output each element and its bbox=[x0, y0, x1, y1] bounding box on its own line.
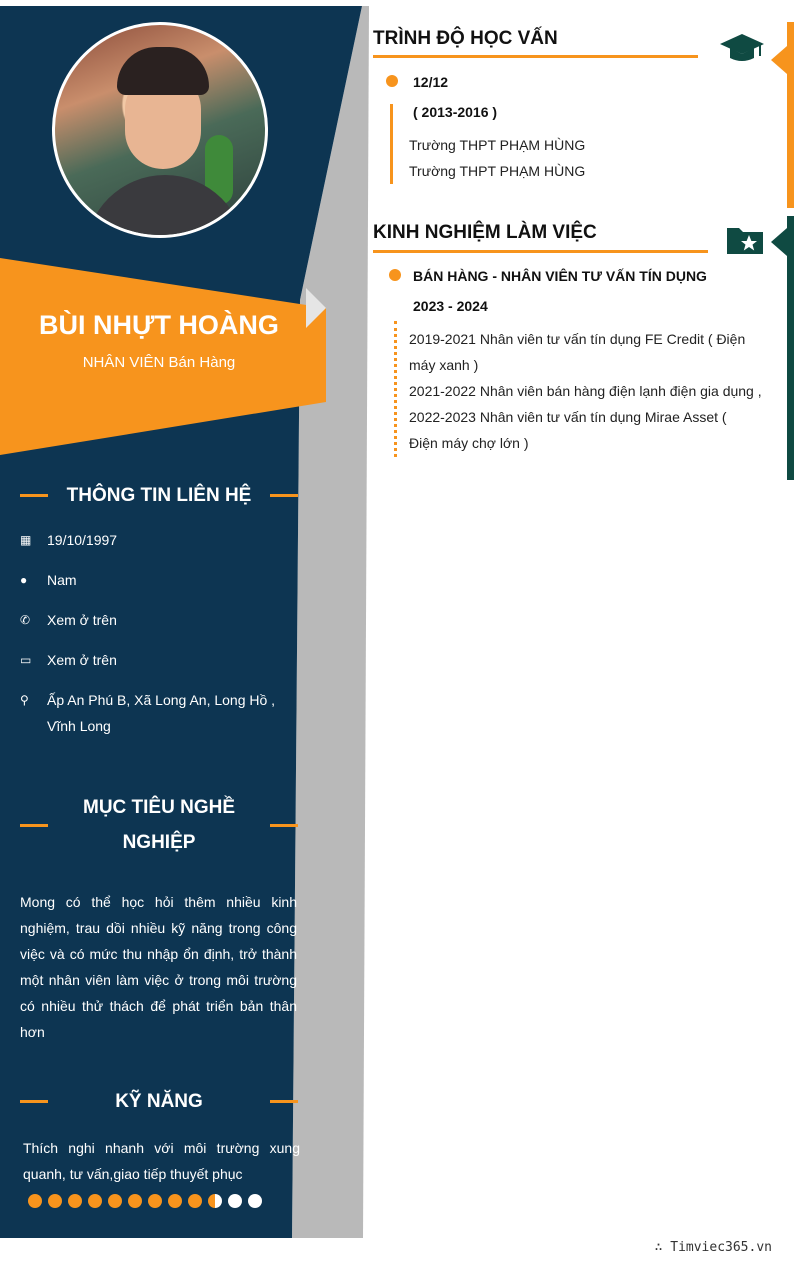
education-timeline bbox=[390, 104, 393, 184]
experience-line: 2021-2022 Nhân viên bán hàng điện lạnh điện gia dụng , bbox=[409, 383, 762, 399]
education-bullet bbox=[386, 75, 398, 87]
contact-email: ▭ Xem ở trên bbox=[20, 647, 300, 673]
skill-rating-dot bbox=[68, 1194, 82, 1208]
location-icon: ⚲ bbox=[20, 693, 29, 707]
experience-bullet bbox=[389, 269, 401, 281]
skill-rating-dot bbox=[88, 1194, 102, 1208]
experience-line: 2022-2023 Nhân viên tư vấn tín dụng Mirae Asset ( Điện máy chợ lớn ) bbox=[409, 409, 727, 451]
phone-icon: ✆ bbox=[20, 613, 31, 627]
skill-rating-dot bbox=[128, 1194, 142, 1208]
education-line: Trường THPT PHẠM HÙNG bbox=[409, 163, 586, 179]
education-edge-bar bbox=[787, 22, 794, 208]
contact-address: ⚲ Ấp An Phú B, Xã Long An, Long Hồ , Vĩnh Long bbox=[20, 687, 300, 739]
email-icon: ▭ bbox=[20, 653, 32, 667]
candidate-name: BÙI NHỰT HOÀNG bbox=[39, 310, 279, 340]
education-grade: 12/12 bbox=[413, 74, 449, 90]
education-line: Trường THPT PHẠM HÙNG bbox=[409, 137, 586, 153]
calendar-icon: ▦ bbox=[20, 533, 32, 547]
skill-rating-dot bbox=[248, 1194, 262, 1208]
experience-timeline bbox=[394, 321, 397, 457]
experience-underline bbox=[373, 250, 708, 253]
experience-line: 2019-2021 Nhân viên tư vấn tín dụng FE Credit ( Điện máy xanh ) bbox=[409, 331, 746, 373]
skill-rating bbox=[28, 1194, 262, 1208]
user-icon: ● bbox=[20, 573, 28, 587]
education-edge-arrow bbox=[771, 46, 787, 74]
skill-rating-dot bbox=[228, 1194, 242, 1208]
education-heading: TRÌNH ĐỘ HỌC VẤN bbox=[373, 28, 558, 49]
skill-rating-dot bbox=[28, 1194, 42, 1208]
skill-rating-dot bbox=[148, 1194, 162, 1208]
experience-years: 2023 - 2024 bbox=[413, 298, 488, 314]
objective-text: Mong có thể học hỏi thêm nhiều kinh nghiệm, trau dồi nhiều kỹ năng trong công việc và có mức thu nhập ổn định, trở thành một nhân viên làm việc ở trong môi trường có nhiều thử thách để phát triển bản thân hơn bbox=[20, 894, 297, 1040]
experience-edge-bar bbox=[787, 216, 794, 480]
graduation-cap-icon bbox=[720, 32, 764, 64]
experience-edge-arrow bbox=[771, 228, 787, 256]
experience-role: BÁN HÀNG - NHÂN VIÊN TƯ VẤN TÍN DỤNG bbox=[413, 268, 707, 284]
contact-phone: ✆ Xem ở trên bbox=[20, 607, 300, 633]
skills-heading: KỸ NĂNG bbox=[20, 1084, 298, 1119]
skill-rating-dot bbox=[108, 1194, 122, 1208]
education-years: ( 2013-2016 ) bbox=[413, 104, 498, 120]
skill-rating-dot bbox=[48, 1194, 62, 1208]
profile-photo bbox=[52, 22, 268, 238]
folder-star-icon bbox=[725, 222, 765, 256]
contact-birthday: ▦ 19/10/1997 bbox=[20, 527, 300, 553]
education-underline bbox=[373, 55, 698, 58]
objective-heading: MỤC TIÊU NGHỀ NGHIỆP bbox=[20, 790, 298, 860]
footer-brand: ∴ Timviec365.vn bbox=[654, 1240, 772, 1255]
contact-gender: ● Nam bbox=[20, 567, 300, 593]
skill-rating-dot bbox=[168, 1194, 182, 1208]
skill-rating-dot bbox=[208, 1194, 222, 1208]
skills-text: Thích nghi nhanh với môi trường xung quanh, tư vấn,giao tiếp thuyết phục bbox=[23, 1140, 300, 1182]
contact-heading: THÔNG TIN LIÊN HỆ bbox=[20, 478, 298, 513]
skill-rating-dot bbox=[188, 1194, 202, 1208]
job-title: NHÂN VIÊN Bán Hàng bbox=[82, 354, 236, 371]
experience-heading: KINH NGHIỆM LÀM VIỆC bbox=[373, 222, 597, 243]
